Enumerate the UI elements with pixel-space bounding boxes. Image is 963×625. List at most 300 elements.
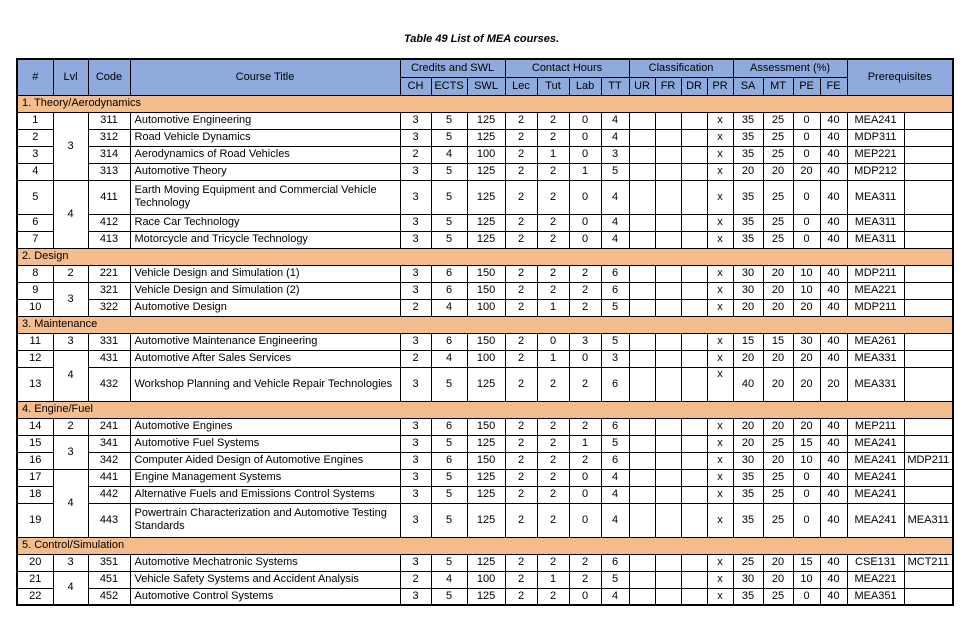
cell-prereq1: CSE131 xyxy=(847,554,904,571)
cell-tut: 1 xyxy=(537,571,569,588)
cell-num: 10 xyxy=(17,299,53,316)
cell-prereq1: MEA261 xyxy=(847,333,904,350)
cell-prereq1: MEA331 xyxy=(847,367,904,401)
cell-prereq2 xyxy=(904,350,953,367)
cell-code: 432 xyxy=(88,367,130,401)
col-header-pe: PE xyxy=(793,77,820,95)
cell-num: 16 xyxy=(17,452,53,469)
cell-ur xyxy=(629,486,655,503)
col-header-dr: DR xyxy=(681,77,707,95)
cell-pr: x xyxy=(707,231,733,248)
cell-lvl: 3 xyxy=(53,554,88,571)
cell-pr: x xyxy=(707,418,733,435)
cell-mt: 25 xyxy=(763,129,793,146)
course-row xyxy=(17,282,953,299)
cell-code: 411 xyxy=(88,180,130,214)
course-row xyxy=(17,299,953,316)
cell-lec: 2 xyxy=(505,418,537,435)
cell-tt: 6 xyxy=(601,265,629,282)
cell-title: Alternative Fuels and Emissions Control Systems xyxy=(130,486,400,503)
cell-pe: 0 xyxy=(793,588,820,605)
cell-ects: 6 xyxy=(431,333,467,350)
cell-lab: 0 xyxy=(569,180,601,214)
cell-ch: 3 xyxy=(400,231,431,248)
cell-swl: 125 xyxy=(467,180,505,214)
cell-tut: 2 xyxy=(537,418,569,435)
cell-pr: x xyxy=(707,452,733,469)
cell-swl: 125 xyxy=(467,588,505,605)
cell-title: Automotive Control Systems xyxy=(130,588,400,605)
cell-sa: 30 xyxy=(733,265,763,282)
cell-ch: 3 xyxy=(400,469,431,486)
cell-prereq1: MDP311 xyxy=(847,129,904,146)
cell-tut: 2 xyxy=(537,214,569,231)
cell-tt: 6 xyxy=(601,282,629,299)
cell-sa: 35 xyxy=(733,469,763,486)
cell-prereq1: MEP221 xyxy=(847,146,904,163)
cell-mt: 20 xyxy=(763,265,793,282)
cell-swl: 100 xyxy=(467,350,505,367)
cell-lvl: 4 xyxy=(53,571,88,605)
cell-sa: 15 xyxy=(733,333,763,350)
col-header-fr: FR xyxy=(655,77,681,95)
cell-lab: 2 xyxy=(569,571,601,588)
course-row xyxy=(17,588,953,605)
cell-sa: 20 xyxy=(733,350,763,367)
cell-dr xyxy=(681,163,707,180)
cell-ects: 5 xyxy=(431,435,467,452)
cell-code: 321 xyxy=(88,282,130,299)
cell-tut: 2 xyxy=(537,231,569,248)
cell-ects: 4 xyxy=(431,571,467,588)
cell-prereq2: MEA311 xyxy=(904,503,953,537)
cell-num: 17 xyxy=(17,469,53,486)
course-row xyxy=(17,418,953,435)
cell-tt: 3 xyxy=(601,146,629,163)
cell-pr: x xyxy=(707,571,733,588)
cell-dr xyxy=(681,486,707,503)
cell-swl: 125 xyxy=(467,214,505,231)
cell-lvl: 3 xyxy=(53,435,88,469)
cell-mt: 25 xyxy=(763,146,793,163)
cell-pe: 20 xyxy=(793,350,820,367)
cell-fe: 40 xyxy=(820,418,847,435)
cell-swl: 125 xyxy=(467,231,505,248)
cell-ur xyxy=(629,180,655,214)
cell-fr xyxy=(655,231,681,248)
cell-swl: 150 xyxy=(467,282,505,299)
col-header-swl: SWL xyxy=(467,77,505,95)
cell-pr: x xyxy=(707,163,733,180)
cell-num: 5 xyxy=(17,180,53,214)
cell-lab: 0 xyxy=(569,350,601,367)
col-header-sa: SA xyxy=(733,77,763,95)
cell-tt: 5 xyxy=(601,299,629,316)
cell-tt: 4 xyxy=(601,231,629,248)
cell-ur xyxy=(629,214,655,231)
cell-swl: 150 xyxy=(467,452,505,469)
cell-prereq1: MEA311 xyxy=(847,180,904,214)
cell-tt: 3 xyxy=(601,350,629,367)
cell-tut: 2 xyxy=(537,452,569,469)
cell-dr xyxy=(681,452,707,469)
cell-fe: 20 xyxy=(820,367,847,401)
cell-fe: 40 xyxy=(820,282,847,299)
cell-sa: 35 xyxy=(733,146,763,163)
course-row xyxy=(17,163,953,180)
col-header-ur: UR xyxy=(629,77,655,95)
cell-tut: 1 xyxy=(537,350,569,367)
cell-lab: 2 xyxy=(569,299,601,316)
cell-ur xyxy=(629,452,655,469)
cell-lab: 0 xyxy=(569,231,601,248)
cell-ur xyxy=(629,367,655,401)
cell-tt: 5 xyxy=(601,435,629,452)
cell-num: 19 xyxy=(17,503,53,537)
cell-fe: 40 xyxy=(820,571,847,588)
cell-ects: 6 xyxy=(431,265,467,282)
cell-num: 14 xyxy=(17,418,53,435)
cell-mt: 20 xyxy=(763,299,793,316)
cell-sa: 35 xyxy=(733,503,763,537)
cell-tt: 4 xyxy=(601,180,629,214)
cell-sa: 30 xyxy=(733,452,763,469)
cell-fr xyxy=(655,367,681,401)
cell-lab: 0 xyxy=(569,112,601,129)
cell-ects: 5 xyxy=(431,112,467,129)
cell-sa: 35 xyxy=(733,112,763,129)
cell-prereq1: MDP211 xyxy=(847,299,904,316)
cell-swl: 150 xyxy=(467,265,505,282)
col-header-lab: Lab xyxy=(569,77,601,95)
cell-fe: 40 xyxy=(820,163,847,180)
cell-ur xyxy=(629,350,655,367)
cell-pe: 0 xyxy=(793,469,820,486)
cell-prereq1: MEA331 xyxy=(847,350,904,367)
cell-lvl: 4 xyxy=(53,469,88,537)
cell-fe: 40 xyxy=(820,299,847,316)
cell-fe: 40 xyxy=(820,554,847,571)
cell-ur xyxy=(629,571,655,588)
cell-ur xyxy=(629,163,655,180)
cell-code: 322 xyxy=(88,299,130,316)
cell-pe: 10 xyxy=(793,452,820,469)
cell-title: Automotive Fuel Systems xyxy=(130,435,400,452)
cell-dr xyxy=(681,299,707,316)
cell-lec: 2 xyxy=(505,452,537,469)
cell-tut: 2 xyxy=(537,112,569,129)
cell-prereq2 xyxy=(904,180,953,214)
cell-fr xyxy=(655,588,681,605)
header-group-row xyxy=(17,59,953,77)
cell-mt: 25 xyxy=(763,469,793,486)
cell-pe: 0 xyxy=(793,112,820,129)
section-row xyxy=(17,248,953,265)
cell-title: Automotive Mechatronic Systems xyxy=(130,554,400,571)
cell-pr: x xyxy=(707,435,733,452)
cell-lec: 2 xyxy=(505,282,537,299)
cell-tt: 5 xyxy=(601,333,629,350)
group-header-contact-hours: Contact Hours xyxy=(505,59,629,77)
cell-fe: 40 xyxy=(820,231,847,248)
cell-prereq1: MEA241 xyxy=(847,503,904,537)
cell-fr xyxy=(655,452,681,469)
section-row xyxy=(17,537,953,554)
cell-pr: x xyxy=(707,588,733,605)
cell-mt: 15 xyxy=(763,333,793,350)
cell-title: Vehicle Design and Simulation (1) xyxy=(130,265,400,282)
cell-pr: x xyxy=(707,333,733,350)
cell-pr: x xyxy=(707,469,733,486)
cell-ur xyxy=(629,418,655,435)
cell-tut: 0 xyxy=(537,333,569,350)
cell-ur xyxy=(629,129,655,146)
cell-title: Workshop Planning and Vehicle Repair Technologies xyxy=(130,367,400,401)
cell-title: Vehicle Design and Simulation (2) xyxy=(130,282,400,299)
cell-ects: 6 xyxy=(431,282,467,299)
cell-tut: 2 xyxy=(537,486,569,503)
cell-ch: 3 xyxy=(400,435,431,452)
cell-fe: 40 xyxy=(820,129,847,146)
cell-title: Road Vehicle Dynamics xyxy=(130,129,400,146)
cell-prereq2 xyxy=(904,163,953,180)
cell-mt: 25 xyxy=(763,112,793,129)
cell-lec: 2 xyxy=(505,435,537,452)
cell-ur xyxy=(629,299,655,316)
section-title: 2. Design xyxy=(17,248,953,265)
cell-fe: 40 xyxy=(820,214,847,231)
col-header-code: Code xyxy=(88,59,130,95)
cell-prereq2 xyxy=(904,469,953,486)
cell-prereq2: MCT211 xyxy=(904,554,953,571)
cell-ch: 2 xyxy=(400,146,431,163)
cell-sa: 35 xyxy=(733,486,763,503)
cell-prereq1: MEA241 xyxy=(847,435,904,452)
cell-pr: x xyxy=(707,112,733,129)
cell-mt: 20 xyxy=(763,282,793,299)
col-header-course-title: Course Title xyxy=(130,59,400,95)
cell-dr xyxy=(681,435,707,452)
cell-mt: 20 xyxy=(763,452,793,469)
cell-sa: 20 xyxy=(733,163,763,180)
cell-fr xyxy=(655,265,681,282)
cell-lec: 2 xyxy=(505,469,537,486)
cell-tt: 4 xyxy=(601,486,629,503)
cell-tt: 6 xyxy=(601,367,629,401)
cell-prereq1: MEA311 xyxy=(847,214,904,231)
cell-fe: 40 xyxy=(820,112,847,129)
cell-tut: 1 xyxy=(537,146,569,163)
cell-title: Earth Moving Equipment and Commercial Vehicle Technology xyxy=(130,180,400,214)
cell-ur xyxy=(629,146,655,163)
cell-swl: 150 xyxy=(467,418,505,435)
cell-prereq1: MEA241 xyxy=(847,469,904,486)
cell-ur xyxy=(629,282,655,299)
cell-ects: 6 xyxy=(431,418,467,435)
cell-lvl: 4 xyxy=(53,350,88,401)
cell-lec: 2 xyxy=(505,146,537,163)
cell-mt: 25 xyxy=(763,231,793,248)
cell-mt: 25 xyxy=(763,588,793,605)
cell-dr xyxy=(681,214,707,231)
cell-dr xyxy=(681,180,707,214)
cell-dr xyxy=(681,265,707,282)
cell-ects: 5 xyxy=(431,367,467,401)
cell-ects: 4 xyxy=(431,350,467,367)
cell-prereq2 xyxy=(904,435,953,452)
cell-fe: 40 xyxy=(820,180,847,214)
cell-title: Automotive Theory xyxy=(130,163,400,180)
cell-lab: 0 xyxy=(569,129,601,146)
cell-fe: 40 xyxy=(820,503,847,537)
cell-mt: 20 xyxy=(763,350,793,367)
cell-swl: 125 xyxy=(467,435,505,452)
cell-title: Race Car Technology xyxy=(130,214,400,231)
cell-fe: 40 xyxy=(820,486,847,503)
cell-fe: 40 xyxy=(820,452,847,469)
cell-prereq1: MEA241 xyxy=(847,112,904,129)
cell-num: 20 xyxy=(17,554,53,571)
table-header xyxy=(17,59,953,95)
cell-prereq2 xyxy=(904,214,953,231)
cell-lab: 2 xyxy=(569,452,601,469)
cell-tut: 2 xyxy=(537,588,569,605)
cell-ch: 3 xyxy=(400,486,431,503)
cell-fe: 40 xyxy=(820,146,847,163)
cell-title: Powertrain Characterization and Automotive Testing Standards xyxy=(130,503,400,537)
cell-fr xyxy=(655,554,681,571)
cell-num: 6 xyxy=(17,214,53,231)
cell-prereq1: MEP211 xyxy=(847,418,904,435)
cell-fr xyxy=(655,418,681,435)
cell-mt: 25 xyxy=(763,435,793,452)
col-header-mt: MT xyxy=(763,77,793,95)
cell-title: Automotive Engineering xyxy=(130,112,400,129)
cell-title: Automotive Engines xyxy=(130,418,400,435)
cell-dr xyxy=(681,350,707,367)
course-row xyxy=(17,231,953,248)
cell-sa: 35 xyxy=(733,214,763,231)
cell-pe: 15 xyxy=(793,554,820,571)
cell-pr: x xyxy=(707,282,733,299)
cell-lab: 0 xyxy=(569,588,601,605)
cell-lab: 0 xyxy=(569,469,601,486)
course-row xyxy=(17,486,953,503)
cell-num: 13 xyxy=(17,367,53,401)
course-row xyxy=(17,571,953,588)
cell-ur xyxy=(629,435,655,452)
section-row xyxy=(17,316,953,333)
cell-fe: 40 xyxy=(820,333,847,350)
cell-tut: 2 xyxy=(537,503,569,537)
cell-pr: x xyxy=(707,367,733,401)
cell-lvl: 2 xyxy=(53,265,88,282)
cell-dr xyxy=(681,333,707,350)
cell-tut: 2 xyxy=(537,469,569,486)
cell-lab: 2 xyxy=(569,367,601,401)
cell-dr xyxy=(681,418,707,435)
cell-tut: 2 xyxy=(537,435,569,452)
cell-code: 413 xyxy=(88,231,130,248)
cell-tt: 4 xyxy=(601,503,629,537)
cell-ects: 5 xyxy=(431,163,467,180)
cell-mt: 20 xyxy=(763,163,793,180)
cell-lec: 2 xyxy=(505,571,537,588)
cell-code: 443 xyxy=(88,503,130,537)
course-row xyxy=(17,554,953,571)
cell-prereq2 xyxy=(904,588,953,605)
cell-dr xyxy=(681,146,707,163)
cell-ects: 5 xyxy=(431,214,467,231)
cell-swl: 100 xyxy=(467,299,505,316)
cell-ch: 3 xyxy=(400,588,431,605)
cell-ects: 4 xyxy=(431,299,467,316)
cell-sa: 35 xyxy=(733,231,763,248)
col-header-lec: Lec xyxy=(505,77,537,95)
cell-pr: x xyxy=(707,486,733,503)
course-row xyxy=(17,452,953,469)
cell-pe: 0 xyxy=(793,231,820,248)
col-header-fe: FE xyxy=(820,77,847,95)
cell-pr: x xyxy=(707,554,733,571)
cell-pr: x xyxy=(707,299,733,316)
section-title: 4. Engine/Fuel xyxy=(17,401,953,418)
cell-pe: 30 xyxy=(793,333,820,350)
cell-num: 2 xyxy=(17,129,53,146)
cell-num: 18 xyxy=(17,486,53,503)
cell-mt: 20 xyxy=(763,367,793,401)
cell-pr: x xyxy=(707,146,733,163)
cell-pe: 10 xyxy=(793,571,820,588)
cell-code: 412 xyxy=(88,214,130,231)
col-header-pr: PR xyxy=(707,77,733,95)
cell-ects: 5 xyxy=(431,486,467,503)
cell-lab: 2 xyxy=(569,418,601,435)
cell-swl: 125 xyxy=(467,469,505,486)
cell-num: 9 xyxy=(17,282,53,299)
cell-lec: 2 xyxy=(505,112,537,129)
mea-courses-table xyxy=(16,58,954,606)
cell-lec: 2 xyxy=(505,367,537,401)
col-header-tut: Tut xyxy=(537,77,569,95)
cell-lec: 2 xyxy=(505,554,537,571)
section-row xyxy=(17,401,953,418)
cell-prereq2 xyxy=(904,418,953,435)
cell-lab: 3 xyxy=(569,333,601,350)
cell-sa: 35 xyxy=(733,180,763,214)
cell-lec: 2 xyxy=(505,299,537,316)
cell-fr xyxy=(655,299,681,316)
cell-dr xyxy=(681,571,707,588)
cell-ch: 2 xyxy=(400,350,431,367)
cell-tt: 4 xyxy=(601,129,629,146)
table-body xyxy=(17,95,953,605)
cell-sa: 20 xyxy=(733,435,763,452)
cell-code: 342 xyxy=(88,452,130,469)
cell-ur xyxy=(629,333,655,350)
cell-swl: 100 xyxy=(467,146,505,163)
cell-tut: 2 xyxy=(537,163,569,180)
cell-ects: 6 xyxy=(431,452,467,469)
cell-swl: 125 xyxy=(467,129,505,146)
cell-code: 431 xyxy=(88,350,130,367)
cell-dr xyxy=(681,367,707,401)
cell-dr xyxy=(681,588,707,605)
cell-lec: 2 xyxy=(505,231,537,248)
cell-swl: 125 xyxy=(467,486,505,503)
cell-num: 8 xyxy=(17,265,53,282)
cell-code: 314 xyxy=(88,146,130,163)
